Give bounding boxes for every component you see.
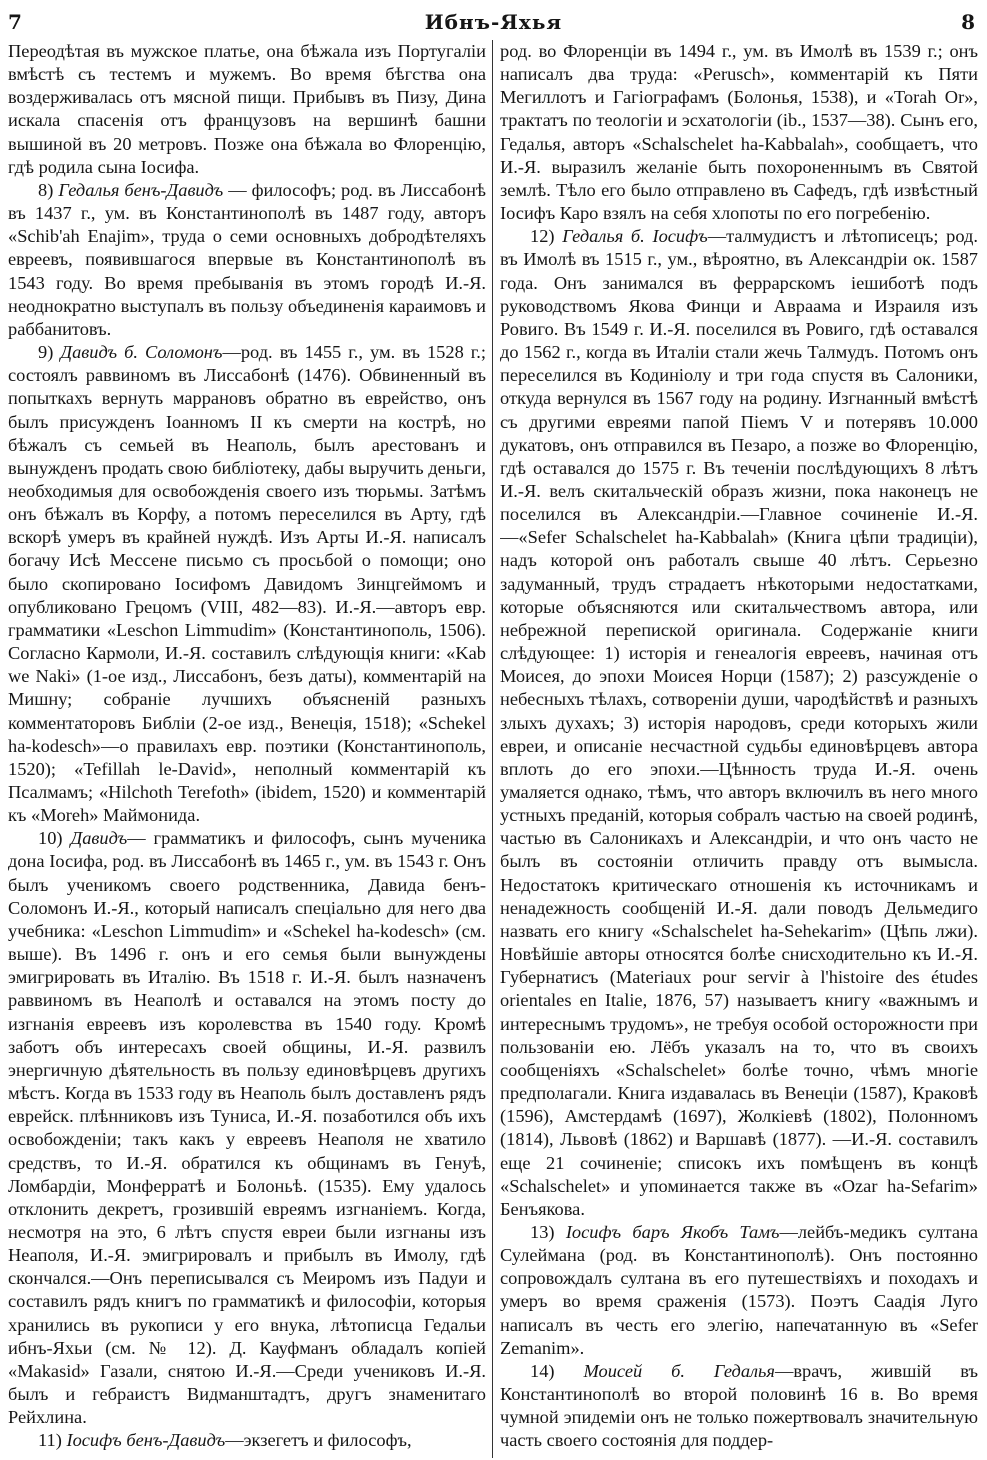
entry-13: [500, 1221, 978, 1360]
running-title: Ибнъ-Яхья: [424, 10, 563, 34]
entry-text: — грамматикъ и философъ, сынъ мученика дона Іосифа, род. въ Лиссабонѣ въ 1465 г., ум. въ 1543 г. Онъ былъ ученикомъ своего родственника, Давида бенъ-Соломонъ И.-Я., который написалъ спеціально для него два учебника: «Leschon Limmudim» и «Schekel ha-kodesch» (см. выше). Въ 1496 г. онъ и его семья были вынуждены эмигрировать въ Италію. Въ 1518 г. И.-Я. былъ назначенъ раввиномъ въ Неаполѣ и оставался на этомъ посту до изгнанія евреевъ изъ королевства въ 1540 году. Кромѣ заботъ объ интересахъ своей общины, И.-Я. развилъ энергичную дѣятельность въ пользу единовѣрцевъ другихъ мѣстъ. Когда въ 1533 году въ Неаполь былъ доставленъ рядъ еврейск. плѣнниковъ изъ Туниса, И.-Я. позаботился объ ихъ освобожденіи; такъ какъ у евреевъ Неаполя не хватило средствъ, то И.-Я. обратился къ общинамъ въ Генуѣ, Ломбардіи, Монферратѣ и Болоньѣ. (1535). Ему удалось отклонить декретъ, грозившій евреямъ изгнаніемъ. Когда, несмотря на это, 6 лѣтъ спустя евреи были изгнаны изъ Неаполя, И.-Я. эмигрировалъ и прибылъ въ Имолу, гдѣ скончался.—Онъ переписывался съ Меиромъ изъ Падуи и составилъ рядъ книгъ по грамматикѣ и философіи, которыя хранились въ рукописи у его внука, лѣтописца Гедальи ибнъ-Яхьи (см. № 12). Д. Кауфманъ обладалъ копіей «Makasid» Газали, снятою И.-Я.—Среди учениковъ И.-Я. былъ и гебраистъ Видманштадтъ, другъ знаменитаго Рейхлина.: [8, 828, 486, 1428]
entry-number: 13): [530, 1221, 555, 1242]
entry-text: —экзегетъ и философъ,: [225, 1430, 412, 1451]
page-header: [0, 0, 987, 40]
entry-name: Іосифъ баръ Якобъ Тамъ: [565, 1221, 780, 1242]
page-number-left: 7: [8, 10, 22, 34]
entry-9: [8, 341, 486, 827]
entry-11: [8, 1429, 486, 1452]
entry-text: —лейбъ-медикъ султана Сулеймана (род. въ Константинополѣ). Онъ постоянно сопровождалъ султана въ его путешествіяхъ и походахъ и умеръ во время сраженія (1573). Поэтъ Саадія Луго написалъ въ честь его элегію, напечатанную въ «Sefer Zemanim».: [500, 1221, 978, 1358]
entry-number: 11): [38, 1430, 62, 1451]
entry-name: Моисей б. Гедалья: [583, 1360, 775, 1381]
continuation-paragraph: род. во Флоренціи въ 1494 г., ум. въ Имолѣ въ 1539 г.; онъ написалъ два труда: «Perusch», комментарій къ Пяти Мегиллотъ и Гагіографамъ (Болонья, 1538), и «Torah Or», трактатъ по теологіи и эсхатологіи (ib., 1537—38). Сынъ его, Гедалья, авторъ «Schalschelet ha-Kabbalah», сообщаетъ, что И.-Я. выразилъ желаніе быть похороненнымъ въ Святой землѣ. Тѣло его было отправлено въ Сафедъ, гдѣ извѣстный Іосифъ Каро взялъ на себя хлопоты по его погребенію.: [500, 41, 978, 224]
column-divider: [492, 40, 493, 1458]
entry-text: —талмудистъ и лѣтописецъ; род. въ Имолѣ въ 1515 г., ум., вѣроятно, въ Александріи ок. 1587 года. Онъ занимался въ феррарскомъ іешиботѣ подъ руководствомъ Якова Финци и Авраама и Израиля изъ Ровиго. Въ 1549 г. И.-Я. поселился въ Ровиго, гдѣ оставался до 1562 г., когда въ Италіи стали жечь Талмудъ. Потомъ онъ переселился въ Кодиніолу и три года спустя въ Салоники, откуда вернулся въ 1567 году на родину. Изгнанный вмѣстѣ съ другими евреями папой Піемъ V и потерявъ 10.000 дукатовъ, онъ отправился въ Пезаро, а позже во Флоренцію, гдѣ оставался до 1575 г. Въ теченіи послѣдующихъ 8 лѣтъ И.-Я. велъ скитальческій образъ жизни, пока наконецъ не поселился въ Александріи.—Главное сочиненіе И.-Я.—«Sefer Schalschelet ha-Kabbalah» (Книга цѣпи традиціи), надъ которой онъ работалъ свыше 40 лѣтъ. Серьезно задуманный, трудъ страдаетъ нѣкоторыми недостатками, которые объясняются или скитальчествомъ автора, или небрежной перепиской оригинала. Содержаніе книги слѣдующее: 1) исторія и генеалогія евреевъ, начиная отъ Моисея, до эпохи Моисея Норци (1587); 2) разсужденіе о небесныхъ тѣлахъ, сотвореніи души, чародѣйствѣ и разныхъ злыхъ духахъ; 3) исторія народовъ, среди которыхъ жили евреи, и описаніе несчастной судьбы единовѣрцевъ автора вплоть до его эпохи.—Цѣнность труда И.-Я. очень умаляется однако, тѣмъ, что авторъ включилъ въ него много устныхъ преданій, которыя собралъ частью на своей родинѣ, частью въ Салоникахъ и Александріи, и что онъ часто не былъ въ состояніи отличить правду отъ вымысла. Недостатокъ критическаго отношенія къ источникамъ и ненадежность сообщеній И.-Я. дали поводъ Дельмедиго назвать его книгу «Schalschelet ha-Sehekarim» (Цѣпь лжи). Новѣйшіе авторы относятся болѣе снисходительно къ И.-Я. Губернатисъ (Materiaux pour servir à l'histoire des études orientales en Italie, 1876, 57) называетъ книгу «важнымъ и интереснымъ трудомъ», не требуя особой осторожности при пользованіи ею. Лёбъ указалъ на то, что въ своихъ сообщеніяхъ «Schalschelet» болѣе точно, чѣмъ многіе предполагали. Книга издавалась въ Венеціи (1587), Краковѣ (1596), Амстердамѣ (1697), Жолкіевѣ (1802), Полонномъ (1814), Львовѣ (1862) и Варшавѣ (1877). —И.-Я. составилъ еще 21 сочиненіе; списокъ ихъ помѣщенъ въ концѣ «Schalschelet» и упоминается также въ «Ozar ha-Sefarim» Бенъякова.: [500, 226, 978, 1219]
entry-number: 14): [530, 1360, 555, 1381]
entry-number: 10): [38, 828, 63, 849]
entry-text: —врачъ, жившій въ Константинополѣ во второй половинѣ 16 в. Во время чумной эпидеміи онъ не только пожертвовалъ значительную часть своего состоянія для поддер-: [500, 1360, 978, 1451]
page-number-right: 8: [961, 10, 975, 34]
right-column: [500, 40, 978, 1458]
continuation-paragraph: Переодѣтая въ мужское платье, она бѣжала изъ Португаліи вмѣстѣ съ тестемъ и мужемъ. Во время бѣгства она воздерживалась отъ мясной пищи. Прибывъ въ Пизу, Дина искала спасенія отъ французовъ на вершинѣ башни вышиной въ 20 метровъ. Позже она бѣжала во Флоренцію, гдѣ родила сына Іосифа.: [8, 41, 486, 177]
entry-name: Давидъ б. Соломонъ: [60, 342, 223, 363]
entry-name: Гедалья бенъ-Давидъ: [58, 179, 224, 200]
entry-number: 9): [38, 342, 54, 363]
entry-8: [8, 179, 486, 341]
entry-12: [500, 225, 978, 1221]
entry-number: 12): [530, 226, 555, 247]
entry-name: Гедалья б. Іосифъ: [562, 226, 708, 247]
entry-14: [500, 1360, 978, 1453]
entry-10: [8, 827, 486, 1429]
entry-name: Давидъ: [70, 828, 128, 849]
entry-text: —род. въ 1455 г., ум. въ 1528 г.; состоялъ раввиномъ въ Лиссабонѣ (1476). Обвиненный въ попыткахъ вернуть маррановъ обратно въ еврейство, онъ былъ присужденъ Іоанномъ II къ смерти на кострѣ, но бѣжалъ съ семьей въ Неаполь, былъ арестованъ и вынужденъ продать свою библіотеку, дабы выручить деньги, необходимыя для освобожденія своего изъ тюрьмы. Затѣмъ онъ бѣжалъ въ Корфу, а потомъ переселился въ Арту, гдѣ вскорѣ умеръ въ крайней нуждѣ. Изъ Арты И.-Я. написалъ богачу Исѣ Мессене письмо съ просьбой о помощи; оно было скопировано Іосифомъ Давидомъ Зинцгеймомъ и опубликовано Грецомъ (VIII, 482—83). И.-Я.—авторъ евр. грамматики «Leschon Limmudim» (Константинополь, 1506). Согласно Кармоли, И.-Я. составилъ слѣдующія книги: «Kab we Naki» (1-ое изд., Лиссабонъ, безъ даты), комментарій на Мишну; собраніе лучшихъ объясненій разныхъ комментаторовъ Библіи (2-ое изд., Венеція, 1518); «Schekel ha-kodesch»—о правилахъ евр. поэтики (Константинополь, 1520); «Tefillah le-David», неполный комментарій къ Псалмамъ; «Hilchoth Terefoth» (ibidem, 1520) и комментарій къ «Moreh» Маймонида.: [8, 342, 486, 826]
entry-name: Іосифъ бенъ-Давидъ: [66, 1430, 226, 1451]
entry-number: 8): [38, 179, 54, 200]
left-column: [8, 40, 486, 1458]
entry-text: — философъ; род. въ Лиссабонѣ въ 1437 г., ум. въ Константинополѣ въ 1487 году, авторъ «Schib'ah Enajim», труда о семи основныхъ добродѣтеляхъ евреевъ, появившагося впервые въ Константинополѣ въ 1543 году. Во время пребыванія въ этомъ городѣ И.-Я. неоднократно выступалъ въ пользу объединенія караимовъ и раббанитовъ.: [8, 179, 486, 339]
